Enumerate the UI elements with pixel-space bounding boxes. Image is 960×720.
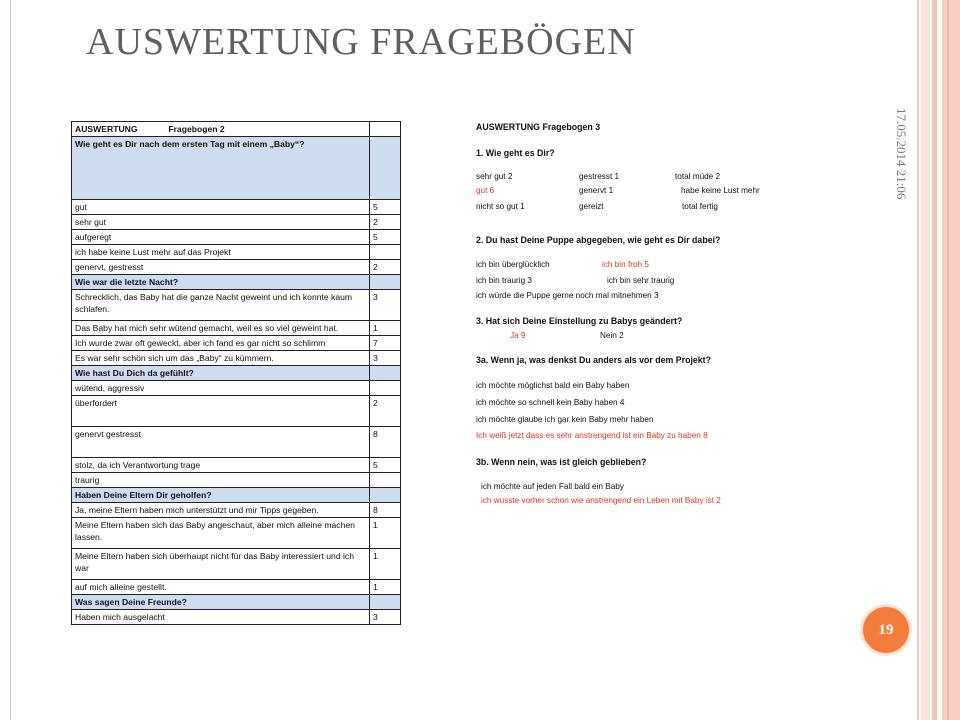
q3b-question: 3b. Wenn nein, was ist gleich geblieben?: [476, 457, 647, 467]
q1-answer-nicht-so-gut: nicht so gut 1: [476, 202, 525, 211]
cell-text: Ja, meine Eltern haben mich unterstützt und mir Tipps gegeben.: [72, 503, 370, 518]
fragebogen2-table: [71, 121, 401, 625]
cell-text: ich habe keine Lust mehr auf das Projekt: [72, 245, 370, 260]
cell-text: Wie geht es Dir nach dem ersten Tag mit einem „Baby“?: [72, 137, 370, 200]
cell-text: Wie war die letzte Nacht?: [72, 275, 370, 290]
cell-value: 1: [370, 321, 401, 336]
cell-text: auf mich alleine gestellt.: [72, 580, 370, 595]
fragebogen2-title-left: AUSWERTUNG: [75, 124, 138, 134]
q2-answer-traurig: ich bin traurig 3: [476, 276, 532, 285]
cell-text: genervt gestresst: [72, 427, 370, 458]
table-row: [72, 549, 401, 580]
q1-answer-gut: gut 6: [476, 186, 495, 195]
q2-answer-ueberglucklich: ich bin überglücklich: [476, 260, 550, 269]
cell-value: 5: [370, 230, 401, 245]
cell-value: [370, 245, 401, 260]
fragebogen2-header-row: [72, 595, 401, 610]
q3a-question: 3a. Wenn ja, was denkst Du anders als vor dem Projekt?: [476, 355, 711, 365]
cell-text: Das Baby hat mich sehr wütend gemacht, weil es so viel geweint hat.: [72, 321, 370, 336]
cell-value: 5: [370, 200, 401, 215]
table-row: [72, 518, 401, 549]
q3a-answer-bald-baby: ich möchte möglichst bald ein Baby haben: [476, 381, 630, 390]
cell-value: 8: [370, 427, 401, 458]
table-row: [72, 503, 401, 518]
table-row: [72, 427, 401, 458]
cell-value: 1: [370, 580, 401, 595]
q1-answer-genervt: genervt 1: [579, 186, 614, 195]
cell-value: 2: [370, 396, 401, 427]
cell-value: [370, 473, 401, 488]
cell-value: [370, 488, 401, 503]
table-row: [72, 580, 401, 595]
cell-value: 7: [370, 336, 401, 351]
cell-value: [370, 381, 401, 396]
fragebogen2-title-right: Fragebogen 2: [168, 124, 225, 134]
table-row: [72, 610, 401, 625]
q2-answer-froh: ich bin froh 5: [602, 260, 649, 269]
cell-text: aufgeregt: [72, 230, 370, 245]
cell-text: Ich wurde zwar oft geweckt, aber ich fand es gar nicht so schlimm: [72, 336, 370, 351]
q3-answer-nein: Nein 2: [600, 331, 624, 340]
right-decorative-stripes: [917, 0, 960, 720]
q1-answer-total-muede: total müde 2: [675, 172, 721, 181]
cell-text: wütend, aggressiv: [72, 381, 370, 396]
q3a-answer-gar-kein-baby: ich möchte glaube ich gar kein Baby mehr haben: [476, 415, 654, 424]
q1-answer-keine-lust: habe keine Lust mehr: [681, 186, 760, 195]
table-row: [72, 200, 401, 215]
table-row: [72, 396, 401, 427]
table-row: [72, 458, 401, 473]
cell-text: überfordert: [72, 396, 370, 427]
left-decorative-rule: [10, 0, 11, 720]
cell-value: [370, 275, 401, 290]
fragebogen2-title-row: [72, 122, 401, 137]
cell-text: sehr gut: [72, 215, 370, 230]
fragebogen2-header-row: [72, 275, 401, 290]
cell-text: traurig: [72, 473, 370, 488]
table-row: [72, 321, 401, 336]
cell-text: Haben Deine Eltern Dir geholfen?: [72, 488, 370, 503]
q1-answer-gestresst: gestresst 1: [579, 172, 620, 181]
fragebogen2-header-row: [72, 366, 401, 381]
table-row: [72, 473, 401, 488]
cell-value: 3: [370, 290, 401, 321]
page-number-badge: 19: [860, 604, 912, 656]
table-row: [72, 230, 401, 245]
table-row: [72, 336, 401, 351]
cell-text: Haben mich ausgelacht: [72, 610, 370, 625]
cell-value: 2: [370, 215, 401, 230]
cell-text: genervt, gestresst: [72, 260, 370, 275]
q3b-answer-wusste-anstrengend: ich wusste vorher schon wie anstrengend ein Leben mit Baby ist 2: [481, 496, 721, 505]
cell-text: Schrecklich, das Baby hat die ganze Nacht geweint und ich konnte kaum schlafen.: [72, 290, 370, 321]
fragebogen2-header-row: [72, 488, 401, 503]
q3a-answer-kein-baby-schnell: ich möchte so schnell kein Baby haben 4: [476, 398, 625, 407]
q1-answer-total-fertig: total fertig: [682, 202, 718, 211]
cell-text: Meine Eltern haben sich das Baby angeschaut, aber mich alleine machen lassen.: [72, 518, 370, 549]
cell-text: Meine Eltern haben sich überhaupt nicht für das Baby interessiert und ich war: [72, 549, 370, 580]
cell-value: 1: [370, 549, 401, 580]
table-row: [72, 351, 401, 366]
cell-value: 8: [370, 503, 401, 518]
slide-date: 17.05.2014 21:06: [894, 108, 909, 200]
table-row: [72, 245, 401, 260]
cell-value: 5: [370, 458, 401, 473]
cell-text: Es war sehr schön sich um das „Baby“ zu kümmern.: [72, 351, 370, 366]
cell-text: gut: [72, 200, 370, 215]
cell-value: [370, 137, 401, 200]
fragebogen3-title: AUSWERTUNG Fragebogen 3: [476, 122, 601, 132]
q2-answer-sehr-traurig: ich bin sehr traurig: [607, 276, 675, 285]
slide-title: AUSWERTUNG FRAGEBÖGEN: [86, 21, 636, 63]
q1-answer-gereizt: gereizt: [579, 202, 604, 211]
cell-value: [370, 366, 401, 381]
table-row: [72, 260, 401, 275]
q3-answer-ja: Ja 9: [510, 331, 526, 340]
cell-value: 3: [370, 351, 401, 366]
cell-value: [370, 595, 401, 610]
q2-question: 2. Du hast Deine Puppe abgegeben, wie geht es Dir dabei?: [476, 235, 721, 245]
cell-text: stolz, da ich Verantwortung trage: [72, 458, 370, 473]
table-row: [72, 381, 401, 396]
q1-answer-sehr-gut: sehr gut 2: [476, 172, 513, 181]
fragebogen2-header-row: [72, 137, 401, 200]
q3a-answer-anstrengend: Ich weiß jetzt dass es sehr anstrengend ist ein Baby zu haben 8: [476, 431, 708, 440]
cell-value: 1: [370, 518, 401, 549]
cell-text: Wie hast Du Dich da gefühlt?: [72, 366, 370, 381]
cell-value: 3: [370, 610, 401, 625]
table-row: [72, 290, 401, 321]
cell-value: 2: [370, 260, 401, 275]
q2-answer-puppe-mitnehmen: ich würde die Puppe gerne noch mal mitnehmen 3: [476, 291, 659, 300]
cell-text: Was sagen Deine Freunde?: [72, 595, 370, 610]
q3-question: 3. Hat sich Deine Einstellung zu Babys geändert?: [476, 316, 683, 326]
q1-question: 1. Wie geht es Dir?: [476, 148, 555, 158]
q3b-answer-bald-baby: ich möchte auf jeden Fall bald ein Baby: [481, 482, 624, 491]
table-row: [72, 215, 401, 230]
